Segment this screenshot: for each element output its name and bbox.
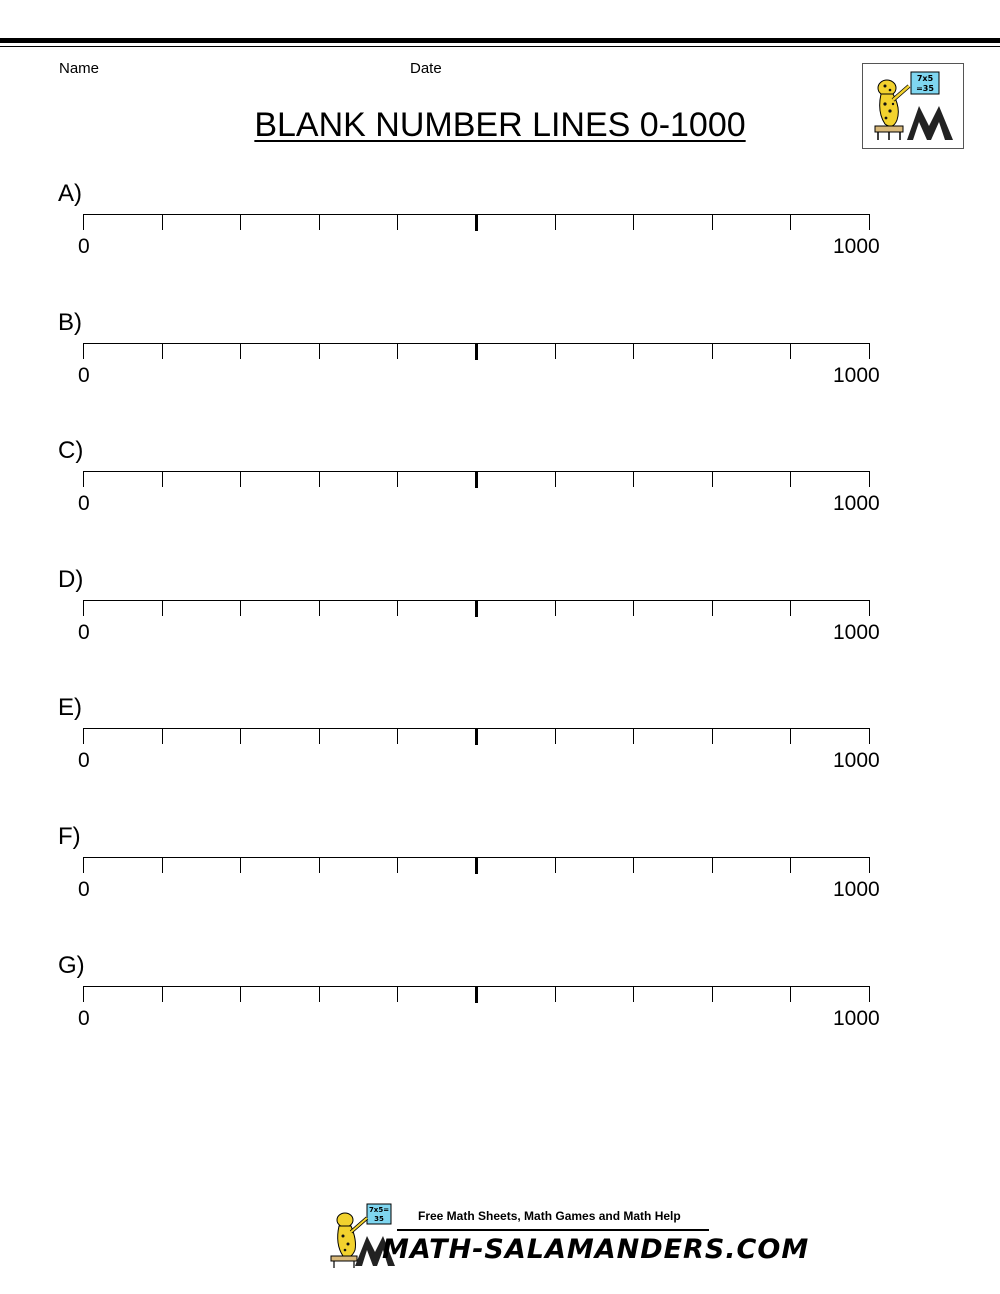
number-line-label: F) [58,823,81,850]
number-line-start-value: 0 [78,1006,90,1030]
number-line-block [0,180,1000,280]
number-line-tick [397,857,398,873]
number-line-tick [83,471,84,487]
number-line-tick [712,471,713,487]
number-line-tick [397,600,398,616]
number-line-tick [83,214,84,230]
number-line-tick [319,343,320,359]
number-line-end-value: 1000 [833,878,880,901]
footer-board-bottom: 35 [374,1215,384,1223]
number-line-tick [633,600,634,616]
number-line-tick [162,986,163,1002]
number-line-midpoint-tick [475,986,478,1003]
number-line-tick [790,214,791,230]
number-line-tick [712,857,713,873]
number-line-midpoint-tick [475,343,478,360]
number-line-start-value: 0 [78,620,90,644]
number-line-midpoint-tick [475,471,478,488]
number-line-tick [869,857,870,873]
logo-board-bottom: =35 [916,84,934,93]
number-line-tick [83,857,84,873]
number-line-tick [319,986,320,1002]
number-line-label: C) [58,437,84,465]
number-line-block [0,437,1000,537]
number-line-tick [319,857,320,873]
number-line-tick [162,600,163,616]
number-line-tick [790,600,791,616]
number-line-tick [319,600,320,616]
number-line-end-value: 1000 [833,235,880,258]
number-line-tick [790,343,791,359]
number-line-tick [162,857,163,873]
salamander-logo-graphic [863,64,963,148]
number-line-tick [240,986,241,1002]
logo-board-top: 7x5 [916,74,934,83]
number-line-start-value: 0 [78,235,90,258]
number-line-tick [555,986,556,1002]
number-line-tick [162,214,163,230]
salamander-logo [862,63,964,149]
number-line-tick [397,343,398,359]
number-line-label: E) [58,694,82,722]
number-line-tick [712,728,713,744]
top-rule-thin [0,46,1000,47]
footer-tagline: Free Math Sheets, Math Games and Math Help [418,1209,681,1223]
number-line-tick [712,986,713,1002]
number-line-tick [397,471,398,487]
number-line-midpoint-tick [475,214,478,231]
number-line-label: B) [58,308,82,336]
number-line-tick [240,728,241,744]
number-line-tick [555,343,556,359]
number-line-tick [633,728,634,744]
number-line-tick [319,471,320,487]
number-line-start-value: 0 [78,492,90,516]
number-line-block [0,309,1000,409]
number-line-tick [83,986,84,1002]
number-line-block [0,694,1000,794]
number-line-tick [869,728,870,744]
number-line-start-value: 0 [78,363,90,387]
number-line-tick [397,728,398,744]
number-line-end-value: 1000 [833,1006,880,1030]
number-line-tick [162,471,163,487]
number-line-midpoint-tick [475,600,478,617]
number-line-tick [162,343,163,359]
number-line-tick [790,857,791,873]
number-line-block [0,823,1000,923]
number-line-tick [83,600,84,616]
footer-board-top: 7x5= [368,1206,390,1214]
number-line-block [0,952,1000,1052]
number-line-end-value: 1000 [833,492,880,516]
number-line-tick [869,343,870,359]
number-line-tick [712,214,713,230]
number-line-block [0,566,1000,666]
number-line-label: A) [58,180,82,207]
number-line-tick [790,471,791,487]
number-line-tick [633,857,634,873]
number-line-tick [790,986,791,1002]
number-line-tick [633,986,634,1002]
number-line-end-value: 1000 [833,363,880,387]
number-line-label: D) [58,565,84,593]
number-line-tick [240,600,241,616]
number-line-tick [790,728,791,744]
number-line-tick [555,857,556,873]
number-line-tick [633,343,634,359]
number-line-tick [240,857,241,873]
name-label: Name [59,60,100,77]
number-line-end-value: 1000 [833,749,880,773]
number-line-tick [240,343,241,359]
number-line-midpoint-tick [475,857,478,874]
number-line-start-value: 0 [78,749,90,773]
number-line-tick [83,343,84,359]
number-line-label: G) [58,951,85,979]
number-line-tick [397,214,398,230]
number-line-tick [555,728,556,744]
number-line-tick [319,728,320,744]
number-line-tick [162,728,163,744]
number-line-tick [869,214,870,230]
number-line-tick [555,471,556,487]
number-line-tick [869,986,870,1002]
number-line-tick [869,600,870,616]
number-line-tick [555,600,556,616]
number-line-tick [240,471,241,487]
number-line-tick [869,471,870,487]
number-line-tick [555,214,556,230]
number-line-tick [240,214,241,230]
number-line-midpoint-tick [475,728,478,745]
number-line-start-value: 0 [78,878,90,901]
top-rule-thick [0,38,1000,43]
number-line-tick [633,214,634,230]
number-line-tick [397,986,398,1002]
number-line-tick [712,600,713,616]
number-line-tick [712,343,713,359]
number-line-tick [319,214,320,230]
date-label: Date [410,60,442,77]
number-line-tick [633,471,634,487]
page-title: BLANK NUMBER LINES 0-1000 [254,106,746,144]
number-line-end-value: 1000 [833,620,880,644]
footer-site-name[interactable]: MATH-SALAMANDERS.COM [382,1234,810,1265]
number-line-tick [83,728,84,744]
